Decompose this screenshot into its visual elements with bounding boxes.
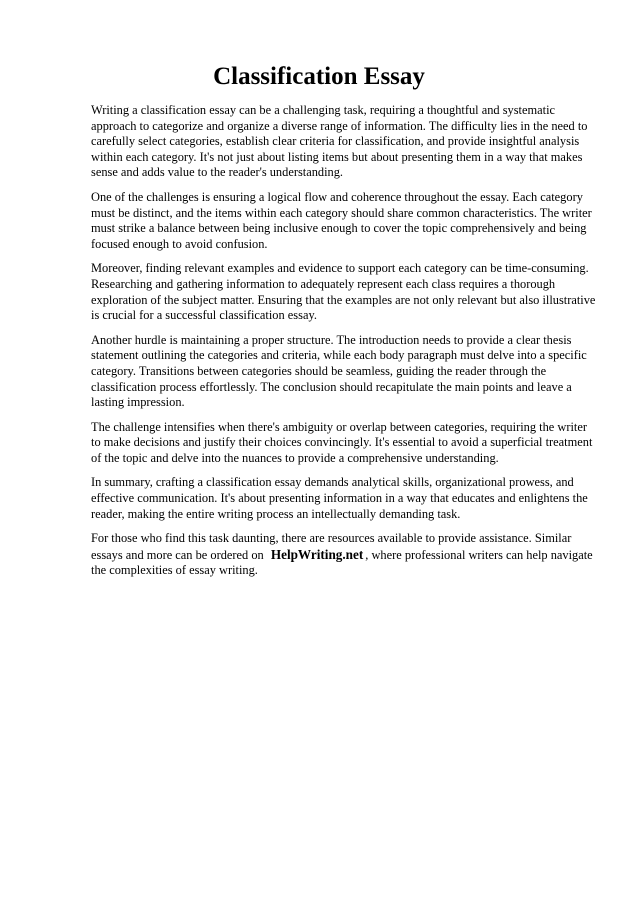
document-title: Classification Essay xyxy=(213,63,425,90)
paragraph-3: Moreover, finding relevant examples and evidence to support each category can be time-consuming. Researching and gathering information to adequately represent each class requires a thorough exploration of the subject matter. Ensuring that the examples are not only relevant but also illustrative is crucial for a successful classification essay. xyxy=(91,261,596,323)
helpwriting-link[interactable]: HelpWriting.net xyxy=(270,546,364,562)
paragraph-7 xyxy=(91,531,597,579)
paragraph-1: Writing a classification essay can be a challenging task, requiring a thoughtful and systematic approach to categorize and organize a diverse range of information. The difficulty lies in the need to carefully select categories, establish clear criteria for classification, and provide insightful analysis within each category. It's not just about listing items but about presenting them in a way that makes sense and adds value to the reader's understanding. xyxy=(91,103,588,180)
paragraph-2: One of the challenges is ensuring a logical flow and coherence throughout the essay. Each category must be distinct, and the items within each category should share common characteristics. The writer must strike a balance between being inclusive enough to cover the topic comprehensively and being focused enough to avoid confusion. xyxy=(91,189,592,251)
paragraph-4: Another hurdle is maintaining a proper structure. The introduction needs to provide a clear thesis statement outlining the categories and criteria, while each body paragraph must delve into a specific category. Transitions between categories should be seamless, guiding the reader through the classification process effortlessly. The conclusion should recapitulate the main points and leave a lasting impression. xyxy=(91,332,587,410)
document-body xyxy=(91,103,597,588)
paragraph-5: The challenge intensifies when there's ambiguity or overlap between categories, requiring the writer to make decisions and justify their choices convincingly. It's essential to avoid a superficial treatment of the topic and delve into the nuances to provide a comprehensive understanding. xyxy=(91,419,593,465)
paragraph-6: In summary, crafting a classification essay demands analytical skills, organizational prowess, and effective communication. It's about presenting information in a way that educates and enlightens the reader, making the entire writing process an intellectually demanding task. xyxy=(91,475,588,521)
paragraph-7-tail-text: , where professional writers can help navigate the complexities of essay writing. xyxy=(91,547,593,578)
paragraph-7-lead-text: For those who find this task daunting, there are resources available to provide assistance. Similar essays and more can be ordered on xyxy=(91,531,572,562)
